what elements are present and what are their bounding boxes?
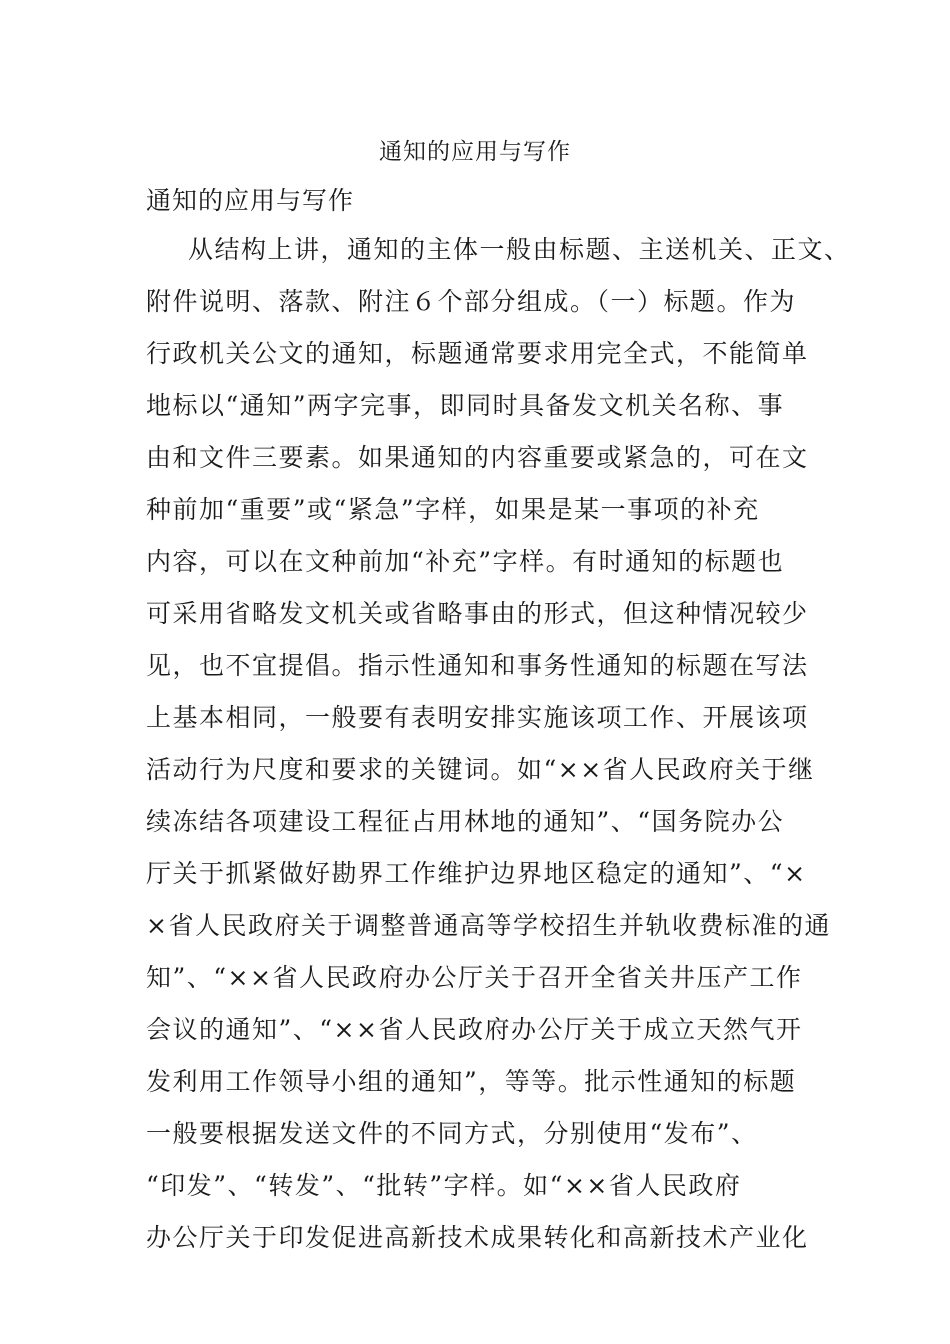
document-subtitle: 通知的应用与写作 [146, 186, 355, 215]
document-body [146, 232, 851, 1272]
body-line: 会议的通知”、“××省人民政府办公厅关于成立天然气开 [146, 1015, 803, 1044]
body-line: 见，也不宜提倡。指示性通知和事务性通知的标题在写法 [146, 651, 809, 680]
body-line: 续冻结各项建设工程征占用林地的通知”、“国务院办公 [146, 807, 785, 836]
body-line: 地标以“通知”两字完事，即同时具备发文机关名称、事 [146, 391, 785, 420]
body-line: 上基本相同，一般要有表明安排实施该项工作、开展该项 [146, 703, 809, 732]
body-line: 发利用工作领导小组的通知”，等等。批示性通知的标题 [146, 1067, 797, 1096]
body-line: 办公厅关于印发促进高新技术成果转化和高新技术产业化 [146, 1223, 809, 1252]
body-line: 厅关于抓紧做好勘界工作维护边界地区稳定的通知”、“× [146, 859, 807, 888]
body-line: 附件说明、落款、附注６个部分组成。（一）标题。作为 [146, 287, 797, 316]
body-line: 从结构上讲，通知的主体一般由标题、主送机关、正文、 [188, 235, 851, 264]
body-line: 种前加“重要”或“紧急”字样，如果是某一事项的补充 [146, 495, 760, 524]
body-line: 可采用省略发文机关或省略事由的形式，但这种情况较少 [146, 599, 809, 628]
body-line: “印发”、“转发”、“批转”字样。如“××省人民政府 [146, 1171, 742, 1200]
body-line: 行政机关公文的通知，标题通常要求用完全式，不能简单 [146, 339, 809, 368]
body-line: 内容，可以在文种前加“补充”字样。有时通知的标题也 [146, 547, 785, 576]
body-line: 活动行为尺度和要求的关键词。如“××省人民政府关于继 [146, 755, 815, 784]
body-line: ×省人民政府关于调整普通高等学校招生并轨收费标准的通 [146, 911, 831, 940]
document-title: 通知的应用与写作 [379, 139, 571, 165]
body-line: 知”、“××省人民政府办公厅关于召开全省关井压产工作 [146, 963, 803, 992]
body-line: 由和文件三要素。如果通知的内容重要或紧急的，可在文 [146, 443, 809, 472]
body-line: 一般要根据发送文件的不同方式，分别使用“发布”、 [146, 1119, 758, 1148]
